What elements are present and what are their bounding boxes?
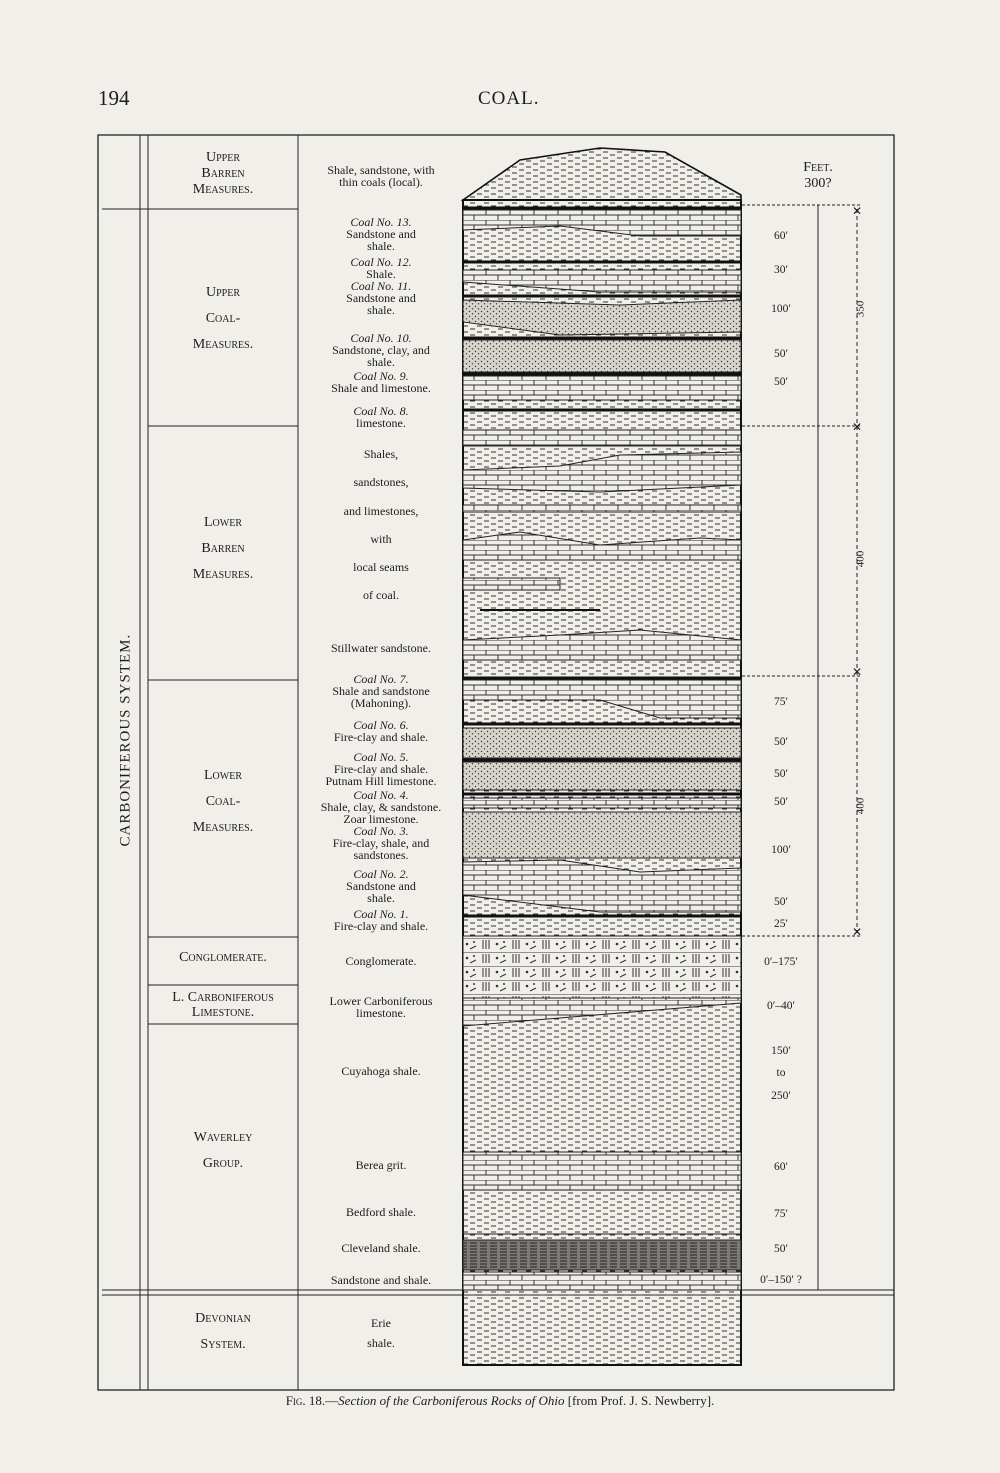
thickness-value: 60′: [773, 230, 788, 242]
desc-line: Erie: [371, 1316, 391, 1330]
thickness-value: 50′: [773, 796, 788, 808]
group-line: Measures.: [192, 820, 254, 835]
desc-upper-barren: [300, 164, 462, 188]
desc-line: limestone.: [356, 1006, 406, 1020]
desc-coal-1: [300, 908, 462, 932]
coal-seam-label: Coal No. 10.: [350, 331, 412, 345]
thickness-value: 25′: [773, 918, 788, 930]
desc-line: Cleveland shale.: [341, 1241, 421, 1255]
desc-line: shale.: [367, 303, 395, 317]
desc-line: Shale, sandstone, with: [327, 163, 435, 177]
svg-text:✕: ✕: [852, 204, 863, 218]
coal-seam-label: Coal No. 1.: [353, 907, 409, 921]
desc-stillwater: [300, 642, 462, 654]
desc-line: Conglomerate.: [345, 954, 417, 968]
desc-coal-10: [300, 332, 462, 368]
desc-line: Cuyahoga shale.: [341, 1064, 421, 1078]
desc-coal-13: [300, 216, 462, 252]
thickness-value: 50′: [773, 768, 788, 780]
desc-line: Sandstone and: [346, 879, 416, 893]
desc-coal-11: [300, 280, 462, 316]
group-line: Devonian: [195, 1311, 251, 1326]
group-line: Barren: [201, 166, 245, 181]
svg-text:✕: ✕: [852, 420, 863, 434]
desc-line: thin coals (local).: [339, 175, 423, 189]
desc-conglomerate: [300, 955, 462, 967]
group-line: Measures.: [192, 337, 254, 352]
desc-line: Sandstone and: [346, 227, 416, 241]
group-devonian: [148, 1306, 298, 1358]
svg-text:✕: ✕: [852, 665, 863, 679]
desc-line: Fire-clay and shale.: [333, 919, 429, 933]
thickness-value: 50′: [773, 896, 788, 908]
group-line: Measures.: [192, 182, 254, 197]
system-label: CARBONIFEROUS SYSTEM.: [117, 633, 134, 847]
desc-line: sandstones.: [353, 848, 409, 862]
group-line: Waverley: [193, 1130, 253, 1145]
coal-seam-label: Coal No. 2.: [353, 867, 409, 881]
feet-header-label: Feet.: [803, 160, 833, 175]
caption-fig: Fig. 18.—: [285, 1393, 339, 1408]
thickness-value: 75′: [773, 696, 788, 708]
desc-lower-barren: [300, 440, 462, 496]
group-upper-coal: [148, 280, 298, 358]
group-lower-coal: [148, 763, 298, 841]
span-label: 350: [854, 300, 867, 318]
coal-seam-label: Coal No. 8.: [353, 404, 409, 418]
coal-seam-label: Coal No. 11.: [350, 279, 412, 293]
desc-line: Shales,: [363, 447, 399, 461]
desc-coal-8: [300, 405, 462, 429]
group-line: Conglomerate.: [179, 950, 267, 965]
desc-line: (Mahoning).: [350, 696, 412, 710]
thickness-value: 100′: [771, 844, 791, 856]
desc-line: Putnam Hill limestone.: [325, 774, 437, 788]
thickness-value: 0′–175′: [764, 956, 798, 968]
thickness-value: 250′: [771, 1090, 791, 1102]
thickness-value: 60′: [773, 1161, 788, 1173]
desc-line: Shale, clay, & sandstone.: [320, 800, 442, 814]
desc-coal-4: [300, 789, 462, 825]
desc-cleveland: [300, 1242, 462, 1254]
page-number: 194: [98, 86, 130, 110]
desc-line: and limestones,: [343, 504, 419, 518]
group-upper-barren: [148, 150, 298, 198]
group-line: Upper: [205, 150, 240, 165]
desc-line: shale.: [367, 891, 395, 905]
desc-line: shale.: [367, 1336, 395, 1350]
desc-line: of coal.: [363, 588, 399, 602]
span-label: 400: [854, 550, 867, 568]
span-label: 400: [854, 797, 867, 815]
desc-coal-3: [300, 825, 462, 861]
figure-caption: [0, 1393, 1000, 1409]
thickness-value: 50′: [773, 348, 788, 360]
coal-seam-label: Coal No. 4.: [353, 788, 409, 802]
coal-seam-label: Coal No. 9.: [353, 369, 409, 383]
group-line: Group.: [202, 1156, 244, 1171]
desc-cuyahoga: [300, 1065, 462, 1077]
desc-line: limestone.: [356, 416, 406, 430]
group-line: Limestone.: [191, 1005, 255, 1020]
desc-coal-2: [300, 868, 462, 904]
desc-line: sandstones,: [353, 475, 409, 489]
feet-header: [778, 160, 858, 192]
desc-bedford: [300, 1206, 462, 1218]
group-lower-barren: [148, 510, 298, 588]
desc-line: with: [370, 532, 392, 546]
desc-line: Sandstone and shale.: [330, 1273, 432, 1287]
caption-source: [from Prof. J. S. Newberry].: [564, 1393, 715, 1408]
thickness-value: 150′: [771, 1045, 791, 1057]
desc-line: shale.: [367, 239, 395, 253]
thickness-value: 50′: [773, 376, 788, 388]
group-line: Lower: [204, 768, 242, 783]
desc-coal-5: [300, 751, 462, 787]
coal-seam-label: Coal No. 5.: [353, 750, 409, 764]
coal-seam-label: Coal No. 3.: [353, 824, 409, 838]
group-line: Barren: [201, 541, 245, 556]
coal-seam-label: Coal No. 6.: [353, 718, 409, 732]
running-head: COAL.: [478, 88, 540, 109]
desc-line: Sandstone and: [346, 291, 416, 305]
group-line: Coal-: [205, 311, 241, 326]
group-line: L. Carboniferous: [172, 990, 274, 1005]
thickness-value: 50′: [773, 736, 788, 748]
desc-coal-7: [300, 673, 462, 709]
group-l-carboniferous: [148, 990, 298, 1020]
desc-line: Berea grit.: [355, 1158, 407, 1172]
desc-coal-6: [300, 719, 462, 743]
group-line: System.: [200, 1337, 246, 1352]
group-line: Coal-: [205, 794, 241, 809]
thickness-value: 50′: [773, 1243, 788, 1255]
desc-line: Shale and limestone.: [331, 381, 431, 395]
coal-seam-label: Coal No. 7.: [353, 672, 409, 686]
thickness-value: 100′: [771, 303, 791, 315]
desc-line: Shale and sandstone: [332, 684, 430, 698]
thickness-value: 0′–150′ ?: [760, 1274, 802, 1286]
desc-coal-12: [300, 256, 462, 280]
coal-seam-label: Coal No. 12.: [350, 255, 412, 269]
desc-line: Bedford shale.: [346, 1205, 416, 1219]
coal-seam-label: Coal No. 13.: [350, 215, 412, 229]
desc-line: Fire-clay and shale.: [333, 762, 429, 776]
thickness-value: 0′–40′: [766, 1000, 796, 1012]
thickness-value: 75′: [773, 1208, 788, 1220]
desc-line: Fire-clay and shale.: [333, 730, 429, 744]
thickness-value: 30′: [773, 264, 788, 276]
desc-line: Fire-clay, shale, and: [332, 836, 430, 850]
caption-title: Section of the Carboniferous Rocks of Ohio: [338, 1393, 565, 1408]
group-conglomerate: [148, 950, 298, 966]
group-line: Lower: [204, 515, 242, 530]
thickness-value: to: [776, 1067, 786, 1079]
desc-line: Lower Carboniferous: [329, 994, 433, 1008]
group-line: Measures.: [192, 567, 254, 582]
desc-lower-barren-2: [300, 497, 462, 609]
desc-erie: [300, 1313, 462, 1353]
feet-header-value: 300?: [804, 176, 832, 191]
group-line: Upper: [205, 285, 240, 300]
desc-berea: [300, 1159, 462, 1171]
desc-line: Sandstone, clay, and: [332, 343, 430, 357]
desc-sandstone-shale: [300, 1274, 462, 1286]
desc-line: Shale.: [366, 267, 396, 281]
svg-text:✕: ✕: [852, 925, 863, 939]
desc-coal-9: [300, 370, 462, 394]
desc-line: shale.: [367, 355, 395, 369]
group-waverley: [148, 1125, 298, 1177]
desc-line: Stillwater sandstone.: [331, 641, 431, 655]
desc-lower-carboniferous: [300, 995, 462, 1019]
desc-line: Zoar limestone.: [343, 812, 419, 826]
desc-line: local seams: [353, 560, 409, 574]
